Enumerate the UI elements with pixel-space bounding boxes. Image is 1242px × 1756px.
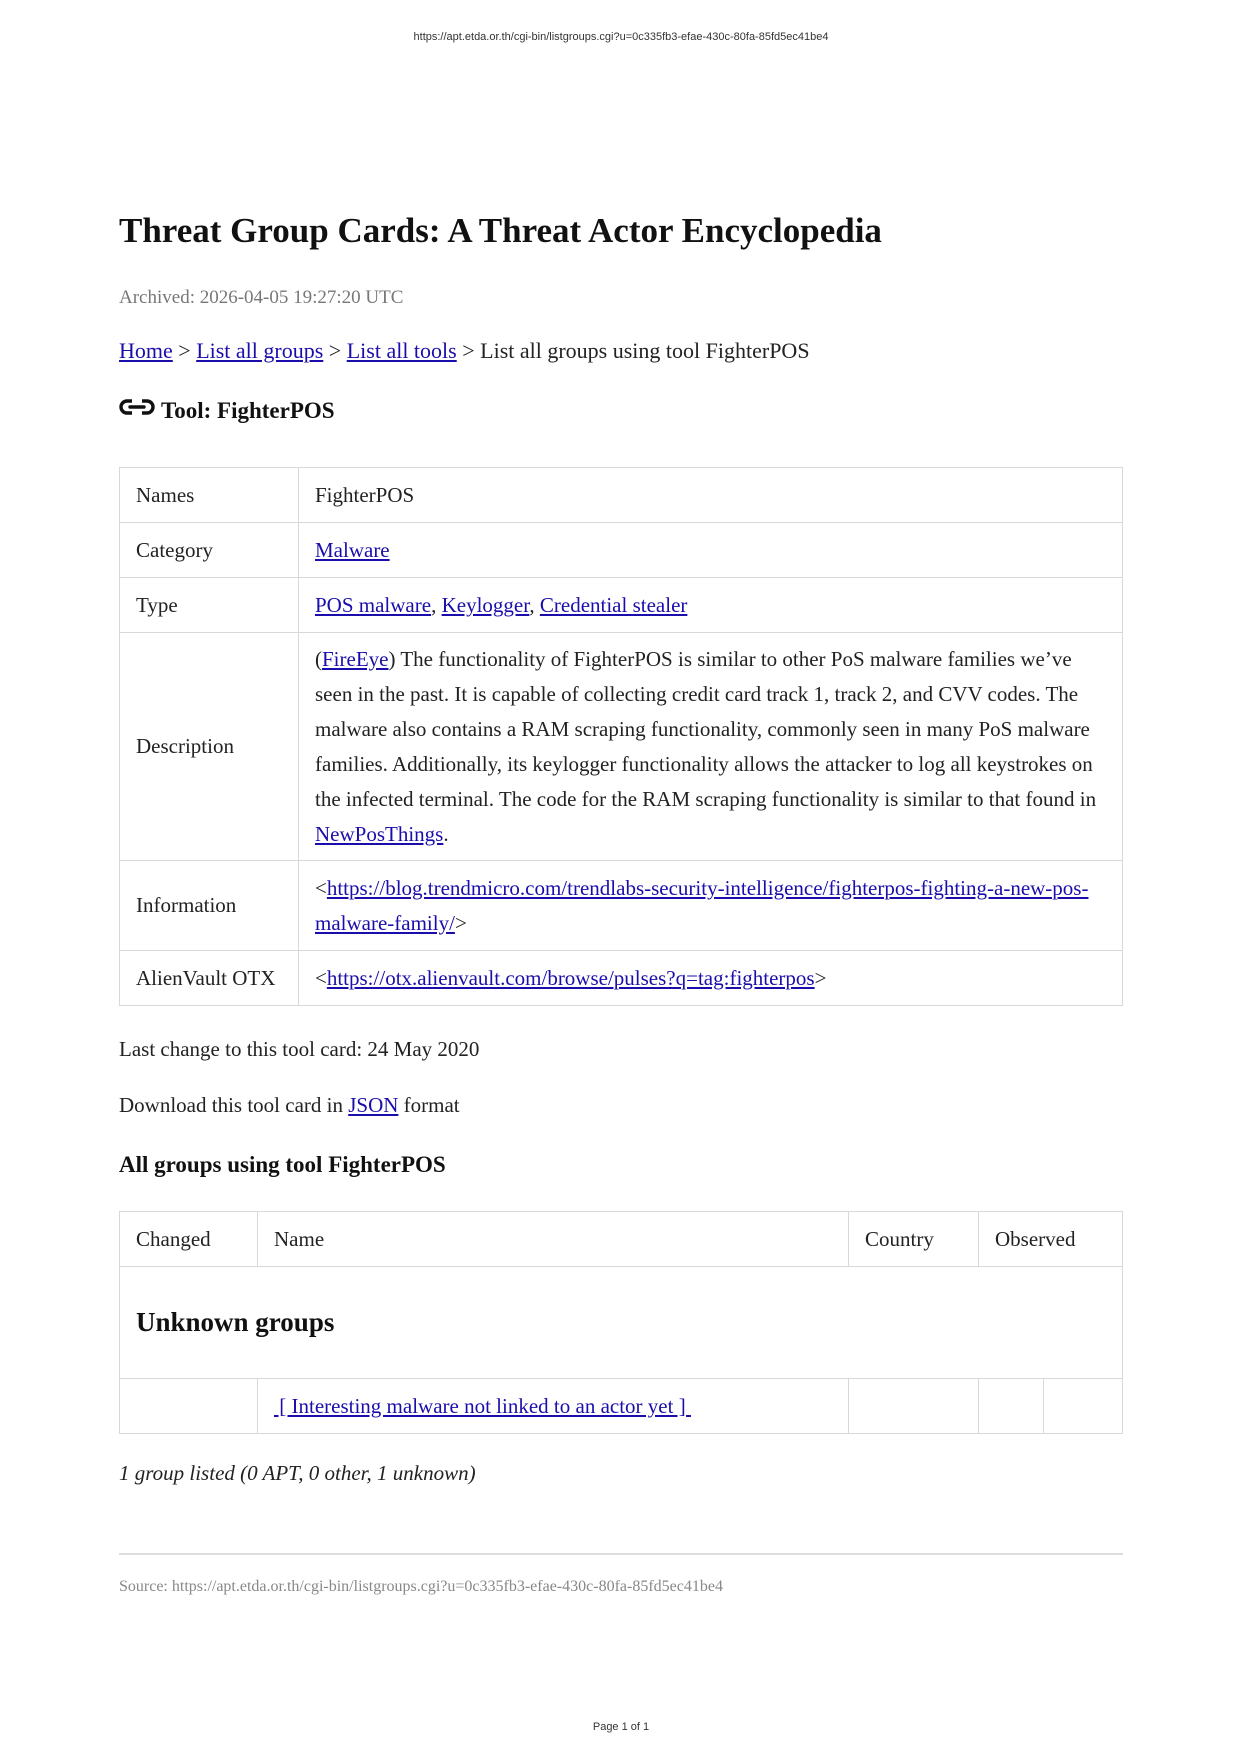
empty-cell [1044,1379,1123,1434]
section-heading: Unknown groups [136,1307,335,1337]
otx-link[interactable]: https://otx.alienvault.com/browse/pulses?q=tag:fighterpos [326,965,815,990]
groups-heading: All groups using tool FighterPOS [119,1152,446,1177]
table-row [120,468,1123,523]
download-prefix: Download this tool card in [119,1093,349,1117]
print-header-url: https://apt.etda.or.th/cgi-bin/listgroups.cgi?u=0c335fb3-efae-430c-80fa-85fd5ec41be4 [413,31,829,43]
angle-open: < [315,965,327,990]
table-row [120,523,1123,578]
column-header-changed: Changed [120,1212,258,1267]
source-url: Source: https://apt.etda.or.th/cgi-bin/listgroups.cgi?u=0c335fb3-efae-430c-80fa-85fd5ec41be4 [119,1578,723,1595]
type-value [299,578,1123,633]
table-row [120,1267,1123,1379]
table-row [120,633,1123,861]
description-source-link[interactable]: FireEye [322,646,389,671]
otx-value [299,951,1123,1006]
angle-open: < [315,875,327,900]
table-row [120,951,1123,1006]
type-link[interactable]: POS malware [315,592,432,617]
download-line [119,1093,460,1118]
breadcrumb [119,338,810,364]
description-label: Description [120,633,299,861]
breadcrumb-separator: > [172,338,197,363]
changed-cell [120,1379,258,1434]
download-suffix: format [398,1093,460,1117]
type-label: Type [120,578,299,633]
breadcrumb-tools-link[interactable]: List all tools [346,338,457,363]
category-label: Category [120,523,299,578]
json-download-link[interactable]: JSON [348,1093,399,1117]
column-header-name: Name [258,1212,849,1267]
breadcrumb-separator: > [456,338,481,363]
names-value: FighterPOS [299,468,1123,523]
description-paren: ( [315,646,322,671]
breadcrumb-home-link[interactable]: Home [119,338,173,363]
table-row [120,861,1123,951]
tool-heading [119,398,335,424]
divider [119,1553,1123,1555]
description-end: . [443,821,449,846]
breadcrumb-separator: > [323,338,347,363]
table-row [120,1379,1123,1434]
table-row [120,578,1123,633]
group-link[interactable]: [ Interesting malware not linked to an actor yet ] [274,1393,691,1418]
type-separator: , [529,592,540,617]
tool-info-table [119,467,1123,1006]
observed-cell [979,1379,1044,1434]
column-header-observed: Observed [979,1212,1123,1267]
name-cell [258,1379,849,1434]
last-change: Last change to this tool card: 24 May 2020 [119,1037,480,1061]
description-related-link[interactable]: NewPosThings [315,821,444,846]
information-value [299,861,1123,951]
otx-label: AlienVault OTX [120,951,299,1006]
type-separator: , [431,592,442,617]
information-label: Information [120,861,299,951]
angle-close: > [454,910,467,935]
section-cell [120,1267,1123,1379]
type-link[interactable]: Keylogger [441,592,530,617]
page-title: Threat Group Cards: A Threat Actor Encyclopedia [119,211,882,250]
column-header-country: Country [849,1212,979,1267]
groups-table [119,1211,1123,1434]
archived-timestamp: Archived: 2026-04-05 19:27:20 UTC [119,287,404,308]
link-icon [119,396,155,424]
information-link[interactable]: https://blog.trendmicro.com/trendlabs-security-intelligence/fighterpos-fighting-a-new-pos-malware-family/ [315,875,1089,935]
names-label: Names [120,468,299,523]
table-header-row [120,1212,1123,1267]
page-number: Page 1 of 1 [592,1721,650,1733]
angle-close: > [814,965,827,990]
description-value [299,633,1123,861]
tool-heading-text: Tool: FighterPOS [161,398,335,423]
category-value [299,523,1123,578]
description-text: ) The functionality of FighterPOS is similar to other PoS malware families we’ve seen in the past. It is capable of collecting credit card track 1, track 2, and CVV codes. The malware also contains a RAM scraping functionality, commonly seen in many PoS malware families. Additionally, its keylogger functionality allows the attacker to log all keystrokes on the infected terminal. The code for the RAM scraping functionality is similar to that found in [315,646,1097,811]
country-cell [849,1379,979,1434]
category-link[interactable]: Malware [315,537,390,562]
type-link[interactable]: Credential stealer [539,592,688,617]
breadcrumb-groups-link[interactable]: List all groups [196,338,324,363]
breadcrumb-current: List all groups using tool FighterPOS [480,338,810,363]
groups-summary: 1 group listed (0 APT, 0 other, 1 unknown) [119,1461,476,1485]
